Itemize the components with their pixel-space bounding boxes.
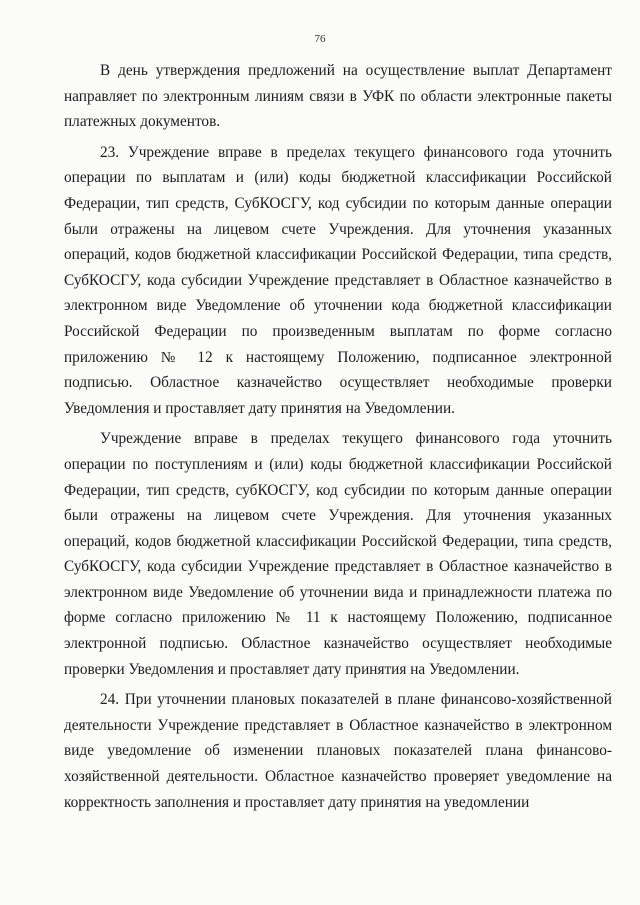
text-line: Учреждение вправе в пределах текущего финансового года уточнить [100, 430, 612, 448]
text-line: хозяйственной деятельности. Областное казначейство проверяет уведомление на [64, 768, 612, 786]
paragraph-23-cont [64, 426, 612, 682]
text-line: проверки Уведомления и проставляет дату принятия на Уведомлении. [64, 660, 520, 678]
text-line: СубКОСГУ, кода субсидии Учреждение представляет в Областное казначейство в [64, 558, 612, 576]
text-line: подписью. Областное казначейство осуществляет необходимые проверки [64, 374, 612, 392]
document-body [64, 58, 612, 815]
paragraph-intro [64, 58, 612, 135]
text-line: электронной подписью. Областное казначейство осуществляет необходимые [64, 635, 612, 653]
text-line: В день утверждения предложений на осуществление выплат Департамент [100, 62, 612, 79]
text-line: операций, кодов бюджетной классификации Российской Федерации, типа средств, [64, 532, 612, 550]
text-line: 24. При уточнении плановых показателей в плане финансово-хозяйственной [100, 691, 612, 709]
text-line: направляет по электронным линиям связи в УФК по области электронные пакеты [64, 87, 612, 105]
text-line: Российской Федерации по произведенным выплатам по форме согласно [64, 322, 612, 340]
text-line: виде уведомление об изменении плановых показателей плана финансово- [64, 742, 612, 760]
text-line: были отражены на лицевом счете Учреждения. Для уточнения указанных [64, 220, 612, 238]
text-line: операции по выплатам и (или) коды бюджетной классификации Российской [64, 169, 612, 187]
text-line: электронном виде Уведомление об уточнении вида и принадлежности платежа по [64, 583, 612, 601]
text-line: 23. Учреждение вправе в пределах текущего финансового года уточнить [100, 143, 612, 161]
text-line: Уведомления и проставляет дату принятия на Уведомлении. [64, 399, 455, 417]
text-line: корректность заполнения и проставляет дату принятия на уведомлении [64, 793, 530, 811]
text-line: были отражены на лицевом счете Учреждения. Для уточнения указанных [64, 507, 612, 525]
text-line: операций, кодов бюджетной классификации Российской Федерации, типа средств, [64, 246, 612, 264]
text-line: операции по поступлениям и (или) коды бюджетной классификации Российской [64, 455, 612, 473]
text-line: Федерации, тип средств, СубКОСГУ, код субсидии по которым данные операции [64, 194, 612, 212]
text-line: электронном виде Уведомление об уточнении кода бюджетной классификации [64, 297, 612, 315]
page-number: 76 [314, 33, 326, 45]
text-line: приложению № 12 к настоящему Положению, подписанное электронной [64, 348, 612, 366]
text-line: платежных документов. [64, 113, 221, 131]
text-line: Федерации, тип средств, субКОСГУ, код субсидии по которым данные операции [64, 481, 612, 499]
text-line: СубКОСГУ, кода субсидии Учреждение представляет в Областное казначейство в [64, 271, 612, 289]
text-line: деятельности Учреждение представляет в Областное казначейство в электронном [64, 716, 612, 734]
paragraph-23 [64, 140, 612, 422]
paragraph-24 [64, 687, 612, 815]
text-line: форме согласно приложению № 11 к настоящему Положению, подписанное [64, 609, 612, 627]
